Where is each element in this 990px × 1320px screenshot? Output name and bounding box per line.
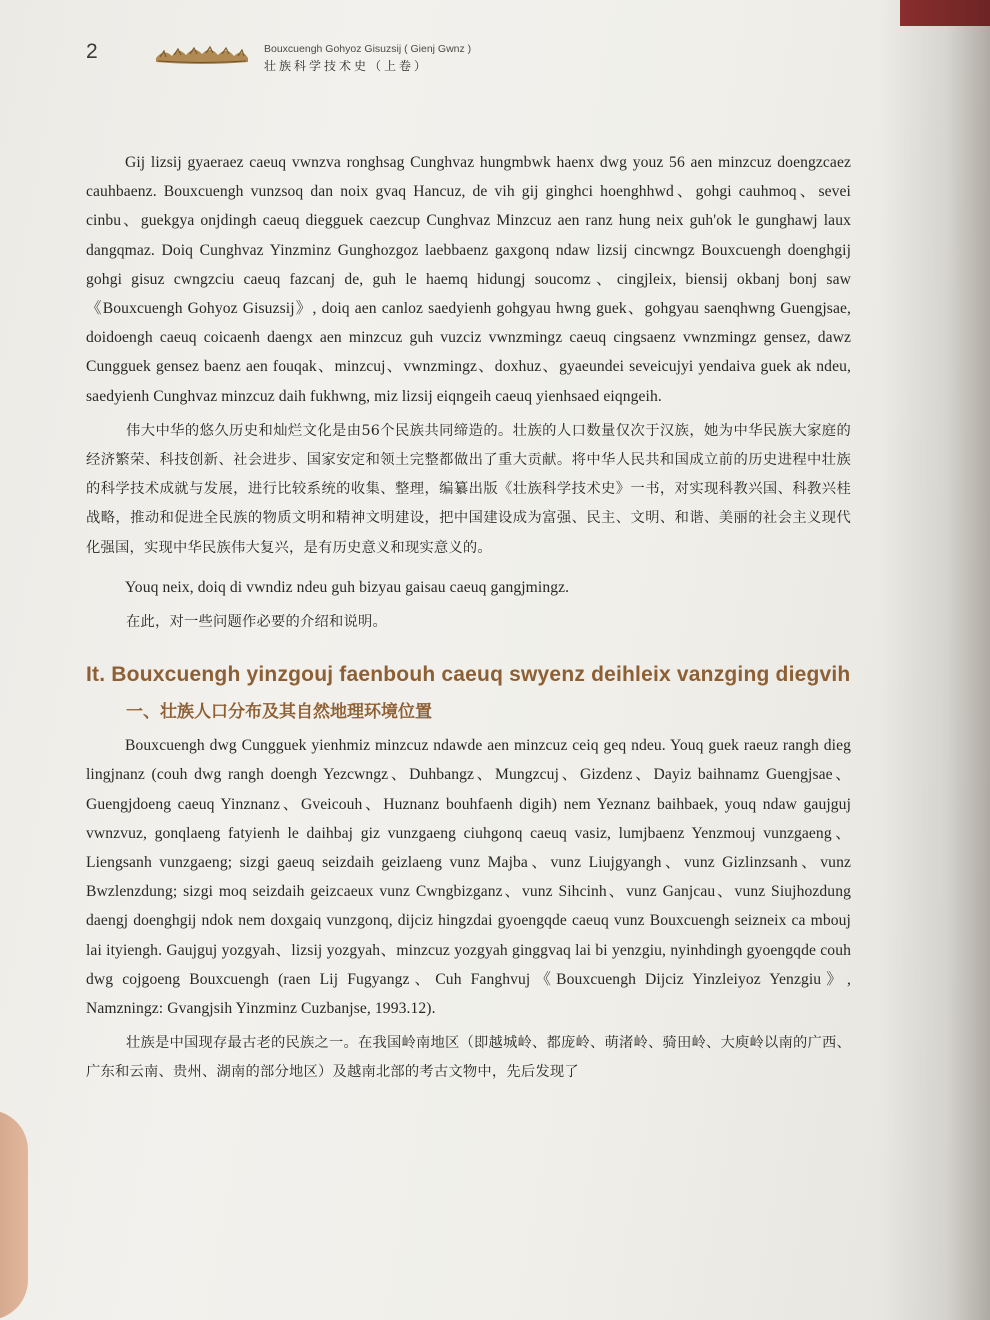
header-title-chinese: 壮族科学技术史（上卷）: [264, 59, 430, 73]
paragraph-chinese-intro: 伟大中华的悠久历史和灿烂文化是由56个民族共同缔造的。壮族的人口数量仅次于汉族，她为中华民族大家庭的经济繁荣、科技创新、社会进步、国家安定和领土完整都做出了重大贡献。将中华人民共和国成立前的历史进程中壮族的科学技术成就与发展，进行比较系统的收集、整理，编纂出版《壮族科学技术史》一书，对实现科教兴国、科教兴桂战略，推动和促进全民族的物质文明和精神文明建设，把中国建设成为富强、民主、文明、和谐、美丽的社会主义现代化强国，实现中华民族伟大复兴，是有历史意义和现实意义的。: [86, 422, 851, 556]
paragraph-latin-intro: Gij lizsij gyaeraez caeuq vwnzva ronghsag Cunghvaz hungmbwk haenx dwg youz 56 aen minzcuz doengzcaez cauhbaenz. Bouxcuengh vunzsoq dan noix gvaq Hancuz, de vih gij ginghci hoenghhwd、gohgi cauhmoq、sevei cinbu、guekgya onjdingh caeuq diegguek caezcup Cunghvaz Minzcuz aen ranz hung neix guh'ok le gunghawj laux dangqmaz. Doiq Cunghvaz Yinzminz Gunghozgoz laebbaenz gaxgonq ndaw lizsij cincwngz Bouxcuengh doenghgij gohgi gisuz cwngzciu caeuq fazcanj de, guh le haemq hidungj soucomz、cingjleix, biensij okbanj bonj saw《Bouxcuengh Gohyoz Gisuzsij》, doiq aen canloz saedyienh gohgyau hwng guek、gohgyau saenqhwng Guengjsae, doidoengh caeuq coicaenh daengx aen minzcuz guh vuzciz vwnzmingz caeuq cingsaenz vwnzmingz gensez, dawz Cungguek gensez baenz aen fouqak、minzcuj、vwnzmingz、doxhuz、gyaeundei seveicujyi yendaiva guek ak ndeu, saedyienh Cunghvaz minzcuz daih fukhwng, miz lizsij eiqngeih caeuq yienhsaed eiqngeih.: [86, 154, 851, 405]
paragraph-latin-note: Youq neix, doiq di vwndiz ndeu guh bizyau gaisau caeuq gangjmingz.: [125, 578, 570, 596]
ornament-logo-icon: [154, 42, 250, 66]
paragraph-chinese-note: 在此，对一些问题作必要的介绍和说明。: [126, 614, 387, 631]
book-cover-corner: [900, 0, 990, 26]
page-body: [86, 148, 851, 1088]
paragraph-latin-section: Bouxcuengh dwg Cungguek yienhmiz minzcuz ndawde aen minzcuz ceiq geq ndeu. Youq guek raeuz rangh dieg lingjnanz (couh dwg rangh doengh Yezcwngz、Duhbangz、Mungzcuj、Gizdenz、Dayiz baihnamz Guengjsae、Guengjdoeng caeuq Yinznanz、Gveicouh、Huznanz bouhfaenh digih) nem Yeznanz baihbaek, youq ndaw gaujguj vwnzvuz, gonqlaeng fatyienh le daihbaj giz vunzgaeng ciuhgonq caeuq vasiz, lumjbaenz Yenzmouj vunzgaeng、Liengsanh vunzgaeng; sizgi gaeuq seizdaih geizlaeng vunz Majba、vunz Liujgyangh、vunz Gizlinzsanh、vunz Bwzlenzdung; sizgi moq seizdaih geizcaeux vunz Cwngbizganz、vunz Sihcinh、vunz Ganjcau、vunz Siujhozdung daengj doenghgij ndok nem doxgaiq vunzgonq, dijciz hingzdai gyoengqde caeuq vunz Bouxcuengh seizneix ca mbouj lai ityiengh. Gaujguj yozgyah、lizsij yozgyah、minzcuz yozgyah ginggvaq lai bi yenzgiu, nyinhdingh gyoengqde couh dwg cojgoeng Bouxcuengh (raen Lij Fugyangz、Cuh Fanghvuj《Bouxcuengh Dijciz Yinzleiyoz Yenzgiu》, Namzningz: Gvangjsih Yinzminz Cuzbanjse, 1993.12).: [86, 737, 851, 1018]
paragraph-chinese-section: 壮族是中国现存最古老的民族之一。在我国岭南地区（即越城岭、都庞岭、萌渚岭、骑田岭、大庾岭以南的广西、广东和云南、贵州、湖南的部分地区）及越南北部的考古文物中，先后发现了: [86, 1035, 851, 1081]
page-number: 2: [86, 40, 98, 63]
page-spine-shadow: [880, 0, 990, 1320]
section-heading-latin: It. Bouxcuengh yinzgouj faenbouh caeuq swyenz deihleix vanzging diegvih: [86, 663, 851, 687]
section-heading-chinese: 一、壮族人口分布及其自然地理环境位置: [126, 702, 432, 723]
header-title-latin: Bouxcuengh Gohyoz Gisuzsij ( Gienj Gwnz ): [264, 43, 472, 55]
thumb: [0, 1110, 28, 1320]
